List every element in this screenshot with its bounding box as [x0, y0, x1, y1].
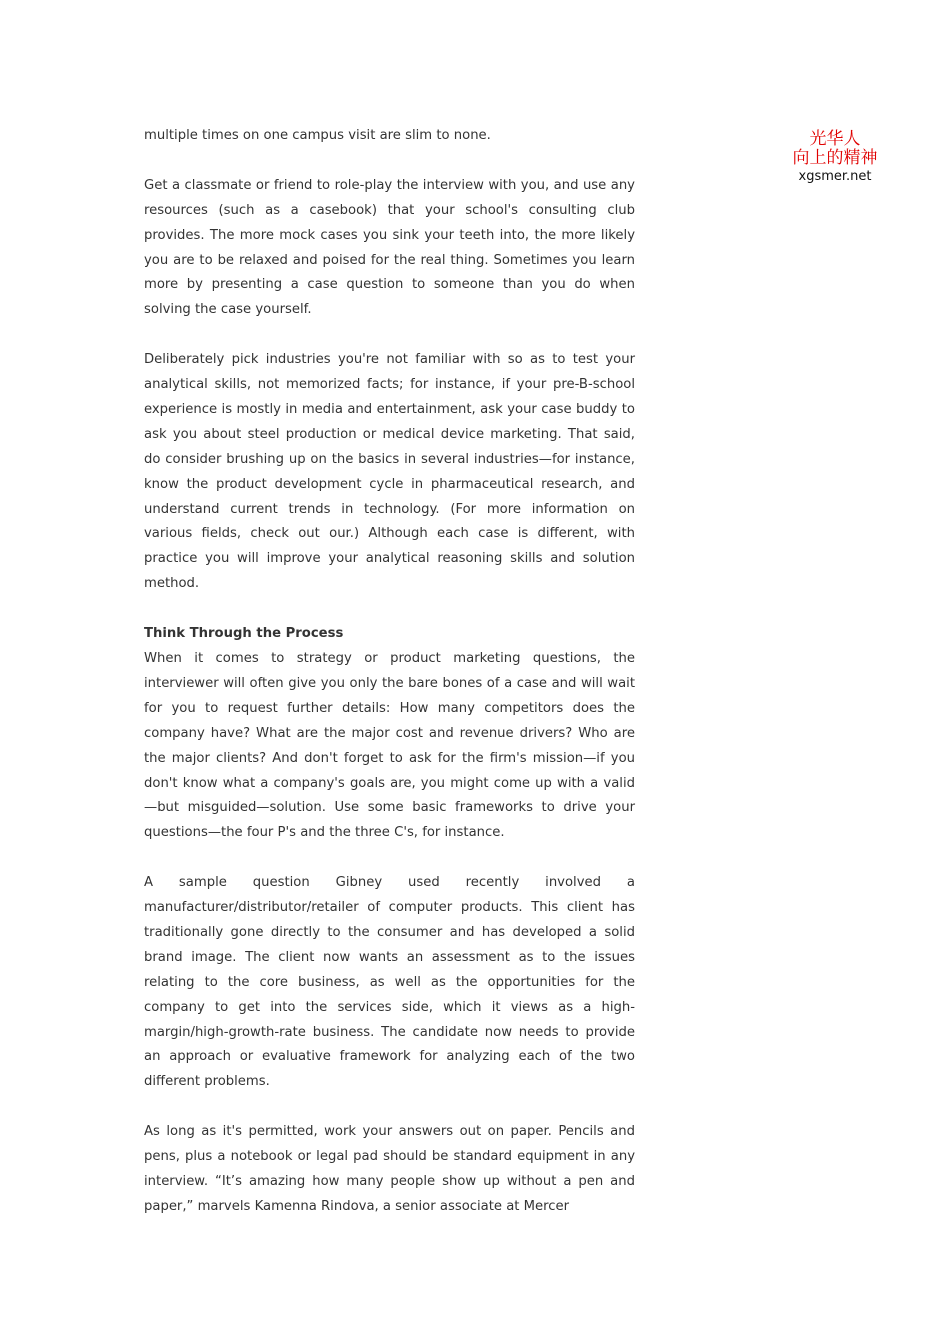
- watermark-site: xgsmer.net: [798, 169, 872, 184]
- section-heading: Think Through the Process: [144, 626, 344, 642]
- document-body: [144, 124, 635, 1220]
- paragraph-1: multiple times on one campus visit are slim to none.: [144, 128, 491, 143]
- watermark-line-1: 光华人: [809, 129, 861, 149]
- paragraph-4: When it comes to strategy or product marketing questions, the interviewer will often give you only the bare bones of a case and will wait for you to request further details: How many competitors does the company have? What are the major cost and revenue drivers? Who are the major clients? And don't forget to ask for the firm's mission—if you don't know what a company's goals are, you might come up with a valid—but misguided—solution. Use some basic frameworks to drive your questions—the four P's and the three C's, for instance.: [144, 650, 635, 841]
- paragraph-6: As long as it's permitted, work your answers out on paper. Pencils and pens, plus a notebook or legal pad should be standard equipment in any interview. “It’s amazing how many people show up without a pen and paper,” marvels Kamenna Rindova, a senior associate at Mercer: [144, 1124, 635, 1214]
- watermark: [775, 130, 895, 185]
- paragraph-3: Deliberately pick industries you're not familiar with so as to test your analytical skills, not memorized facts; for instance, if your pre-B-school experience is mostly in media and entertainment, ask your case buddy to ask you about steel production or medical device marketing. That said, do consider brushing up on the basics in several industries—for instance, know the product development cycle in pharmaceutical research, and understand current trends in technology. (For more information on various fields, check out our.) Although each case is different, with practice you will improve your analytical reasoning skills and solution method.: [144, 352, 635, 592]
- paragraph-2: Get a classmate or friend to role-play the interview with you, and use any resources (such as a casebook) that your school's consulting club provides. The more mock cases you sink your teeth into, the more likely you are to be relaxed and poised for the real thing. Sometimes you learn more by presenting a case question to someone than you do when solving the case yourself.: [144, 177, 635, 318]
- watermark-line-2: 向上的精神: [792, 148, 878, 168]
- paragraph-5: A sample question Gibney used recently involved a manufacturer/distributor/retailer of computer products. This client has traditionally gone directly to the consumer and has developed a solid brand image. The client now wants an assessment as to the issues relating to the core business, as well as the opportunities for the company to get into the services side, which it views as a high-margin/high-growth-rate business. The candidate now needs to provide an approach or evaluative framework for analyzing each of the two different problems.: [144, 875, 635, 1090]
